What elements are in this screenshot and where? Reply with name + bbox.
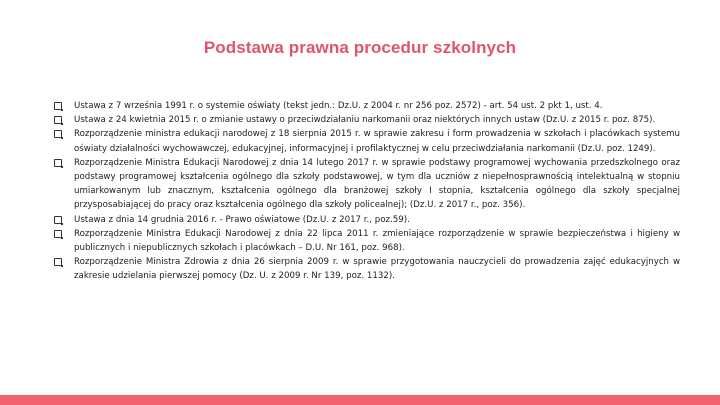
checkbox-bullet-icon — [54, 127, 74, 141]
list-item-text: Rozporządzenie ministra edukacji narodowej z 18 sierpnia 2015 r. w sprawie zakresu i form prowadzenia w szkołach i placówkach systemu oświaty działalności wychowawczej, edukacyjnej, informacyjnej i profilaktycznej w celu przeciwdziałania narkomanii (Dz.U. poz. 1249). — [74, 129, 680, 154]
list-item-text: Ustawa z dnia 14 grudnia 2016 r. - Prawo oświatowe (Dz.U. z 2017 r., poz.59). — [74, 214, 410, 225]
legal-basis-list — [54, 99, 680, 284]
checkbox-bullet-icon — [54, 213, 74, 227]
list-item-text: Ustawa z 7 września 1991 r. o systemie oświaty (tekst jedn.: Dz.U. z 2004 r. nr 256 poz. 2572) - art. 54 ust. 2 pkt 1, ust. 4. — [74, 101, 603, 111]
bottom-accent-bar — [0, 395, 720, 405]
list-item-text: Rozporządzenie Ministra Edukacji Narodowej z dnia 14 lutego 2017 r. w sprawie podstawy programowej wychowania przedszkolnego oraz podstawy programowej kształcenia ogólnego dla szkoły podstawowej, w tym dla uczniów z niepełnosprawnością intelektualną w stopniu umiarkowanym lub znacznym, kształcenia ogólnego dla branżowej szkoły I stopnia, kształcenia ogólnego dla szkoły specjalnej przysposabiającej do pracy oraz kształcenia ogólnego dla szkoły policealnej); (Dz.U. z 2017 r., poz. 356). — [74, 157, 680, 211]
checkbox-bullet-icon — [54, 255, 74, 269]
list-item — [54, 156, 680, 213]
checkbox-bullet-icon — [54, 156, 74, 170]
list-item — [54, 99, 680, 113]
list-item — [54, 213, 680, 227]
list-item-text: Rozporządzenie Ministra Edukacji Narodowej z dnia 22 lipca 2011 r. zmieniające rozporządzenie w sprawie bezpieczeństwa i higieny w publicznych i niepublicznych szkołach i placówkach – D.U. Nr 161, poz. 968). — [74, 228, 680, 254]
slide-title: Podstawa prawna procedur szkolnych — [203, 38, 517, 57]
list-item — [54, 255, 680, 283]
list-item — [54, 113, 680, 127]
checkbox-bullet-icon — [54, 113, 74, 127]
list-item-text: Rozporządzenie Ministra Zdrowia z dnia 26 sierpnia 2009 r. w sprawie przygotowania nauczycieli do prowadzenia zajęć edukacyjnych w zakresie udzielania pierwszej pomocy (Dz. U. z 2009 r. Nr 139, poz. 1132). — [74, 257, 680, 282]
list-item — [54, 227, 680, 255]
list-item — [54, 127, 680, 155]
checkbox-bullet-icon — [54, 227, 74, 241]
checkbox-bullet-icon — [54, 99, 74, 113]
list-item-text: Ustawa z 24 kwietnia 2015 r. o zmianie ustawy o przeciwdziałaniu narkomanii oraz niektórych innych ustaw (Dz.U. z 2015 r. poz. 875). — [74, 115, 656, 126]
